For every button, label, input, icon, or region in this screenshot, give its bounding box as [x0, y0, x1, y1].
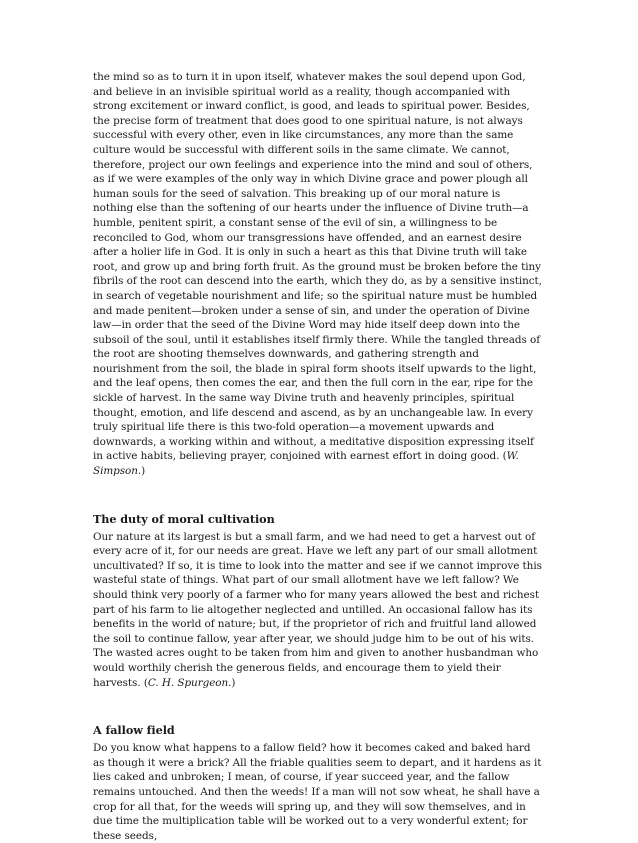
paragraph-text: Our nature at its largest is but a small farm, and we had need to get a harvest out of every acre of it, for our needs are great. Have we left any part of our small allotment uncultivated? If so, it is time to look into the matter and see if we cannot improve this wasteful state of things. What part of our small allotment have we left fallow? We should think very poorly of a farmer who for many years allowed the best and richest part of his farm to lie altogether neglected and untilled. An occasional fallow has its benefits in the world of nature; but, if the proprietor of rich and fruitful land allowed the soil to continue fallow, year after year, we should judge him to be out of his wits. The wasted acres ought to be taken from him and given to another husbandman who would worthily cherish the generous fields, and encourage them to yield their harvests. ( [93, 530, 542, 689]
paragraph-text: the mind so as to turn it in upon itself, whatever makes the soul depend upon God, and believe in an invisible spiritual world as a reality, though accompanied with strong excitement or inward conflict, is good, and leads to spiritual power. Besides, the precise form of treatment that does good to one spiritual nature, is not always successful with every other, even in like circumstances, any more than the same culture would be successful with different soils in the same climate. We cannot, therefore, project our own feelings and experience into the mind and soul of others, as if we were examples of the only way in which Divine grace and power plough all human souls for the seed of salvation. This breaking up of our moral nature is nothing else than the softening of our hearts under the influence of Divine truth—a humble, penitent spirit, a constant sense of the evil of sin, a willingness to be reconciled to God, whom our transgressions have offended, and an earnest desire after a holier life in God. It is only in such a heart as this that Divine truth will take root, and grow up and bring forth fruit. As the ground must be broken before the tiny fibrils of the root can descend into the earth, which they do, as by a sensitive instinct, in search of vegetable nourishment and life; so the spiritual nature must be humbled and made penitent—broken under a sense of sin, and under the operation of Divine law—in order that the seed of the Divine Word may hide itself deep down into the subsoil of the soul, until it establishes itself firmly there. While the tangled threads of the root are shooting themselves downwards, and gathering strength and nourishment from the soil, the blade in spiral form shoots itself upwards to the light, and the leaf opens, then comes the ear, and then the full corn in the ear, ripe for the sickle of harvest. In the same way Divine truth and heavenly principles, spiritual thought, emotion, and life descend and ascend, as by an unchangeable law. In every truly spiritual life there is this two-fold operation—a movement upwards and downwards, a working within and without, a meditative disposition expressing itself in active habits, believing prayer, conjoined with earnest effort in doing good. ( [93, 71, 542, 463]
paragraph-moral-cultivation [93, 530, 543, 691]
paragraph-text: Do you know what happens to a fallow field? how it becomes caked and baked hard as though it were a brick? All the friable qualities seem to depart, and it hardens as it lies caked and unbroken; I mean, of course, if year succeed year, and the fallow remains untouched. And then the weeds! If a man will not sow wheat, he shall have a crop for all that, for the weeds will spring up, and they will sow themselves, and in due time the multiplication table will be worked out to a very wonderful extent; for these seeds, [93, 742, 542, 842]
heading-duty-of-moral-cultivation: The duty of moral cultivation [93, 511, 275, 526]
paragraph-moral-nature [93, 70, 543, 479]
citation-close: .) [137, 465, 146, 478]
citation-close: .) [228, 676, 236, 689]
author-citation: W. Simpson [93, 450, 519, 478]
document-page [93, 70, 543, 843]
heading-a-fallow-field: A fallow field [93, 723, 175, 738]
paragraph-fallow-field [93, 741, 543, 843]
author-citation: C. H. Spurgeon [147, 676, 229, 689]
